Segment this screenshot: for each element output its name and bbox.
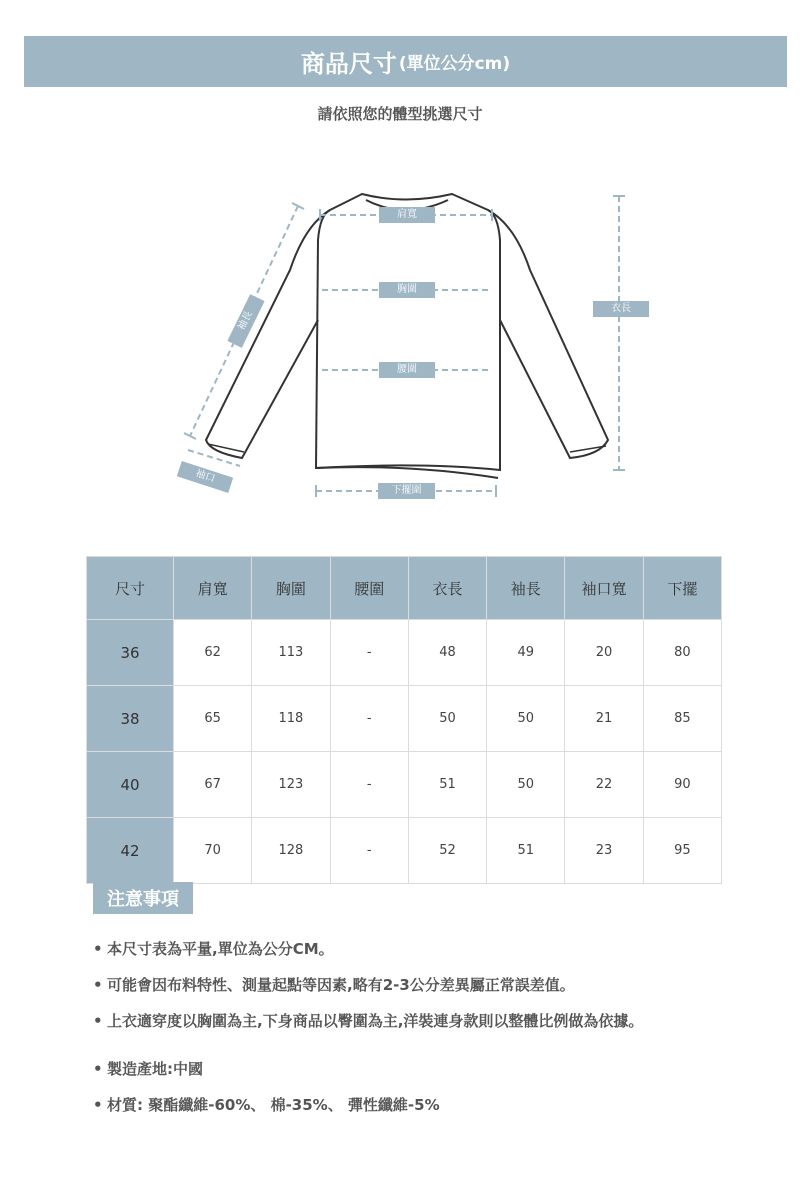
note-text: 材質: 聚酯纖維-60%、 棉-35%、 彈性纖維-5% [107,1096,440,1114]
table-cell: 52 [408,818,486,884]
header-cell: 下擺 [643,557,721,620]
table-cell: 22 [565,752,643,818]
table-cell: 50 [487,752,565,818]
length-label: 衣長 [593,301,649,317]
table-cell: - [330,620,408,686]
note-item [93,1060,773,1096]
size-cell: 38 [87,686,174,752]
header-cell: 袖口寬 [565,557,643,620]
note-text: 上衣適穿度以胸圍為主,下身商品以臀圍為主,洋裝連身款則以整體比例做為依據。 [107,1012,644,1030]
waist-label: 腰圍 [379,362,435,378]
table-cell: 67 [174,752,252,818]
unit-label: (單位公分cm) [398,54,511,74]
table-cell: 118 [252,686,330,752]
note-item [93,976,773,1012]
note-item [93,1012,773,1048]
header-cell: 袖長 [487,557,565,620]
bullet: • [93,1096,103,1114]
table-row [87,620,722,686]
garment-diagram [0,0,800,540]
sleeve-label: 袖長 [227,294,264,348]
header-cell: 胸圍 [252,557,330,620]
table-cell: - [330,752,408,818]
table-cell: 49 [487,620,565,686]
table-cell: 23 [565,818,643,884]
table-cell: - [330,818,408,884]
header-cell: 尺寸 [87,557,174,620]
table-cell: 80 [643,620,721,686]
chest-label: 胸圍 [379,282,435,298]
size-cell: 40 [87,752,174,818]
table-row [87,686,722,752]
table-cell: 48 [408,620,486,686]
notes-list [93,940,773,1132]
table-cell: 113 [252,620,330,686]
header-cell: 衣長 [408,557,486,620]
shirt-outline [0,0,800,540]
table-cell: 62 [174,620,252,686]
table-cell: 51 [487,818,565,884]
table-row [87,752,722,818]
table-cell: 70 [174,818,252,884]
bullet: • [93,940,103,958]
size-subtitle: 請依照您的體型挑選尺寸 [317,105,483,123]
note-text: 製造產地:中國 [107,1060,203,1078]
note-item [93,1096,773,1132]
bullet: • [93,1060,103,1078]
table-cell: 50 [408,686,486,752]
table-cell: 90 [643,752,721,818]
note-text: 可能會因布料特性、測量起點等因素,略有2-3公分差異屬正常誤差值。 [107,976,575,994]
table-cell: 128 [252,818,330,884]
shoulder-label: 肩寬 [379,207,435,223]
size-cell: 42 [87,818,174,884]
bullet: • [93,1012,103,1030]
note-item [93,940,773,976]
note-text: 本尺寸表為平量,單位為公分CM。 [107,940,334,958]
page-title: 商品尺寸 [300,50,397,78]
size-table [86,556,722,884]
size-cell: 36 [87,620,174,686]
cuff-label: 袖口 [177,461,233,493]
table-cell: 85 [643,686,721,752]
bullet: • [93,976,103,994]
table-cell: 51 [408,752,486,818]
notes-title: 注意事項 [93,882,193,914]
table-cell: 65 [174,686,252,752]
table-cell: 95 [643,818,721,884]
header-cell: 腰圍 [330,557,408,620]
table-header-row [87,557,722,620]
table-cell: 21 [565,686,643,752]
table-cell: 123 [252,752,330,818]
hem-label: 下擺圍 [378,483,435,499]
table-cell: 20 [565,620,643,686]
table-cell: - [330,686,408,752]
table-cell: 50 [487,686,565,752]
header-cell: 肩寬 [174,557,252,620]
table-row [87,818,722,884]
